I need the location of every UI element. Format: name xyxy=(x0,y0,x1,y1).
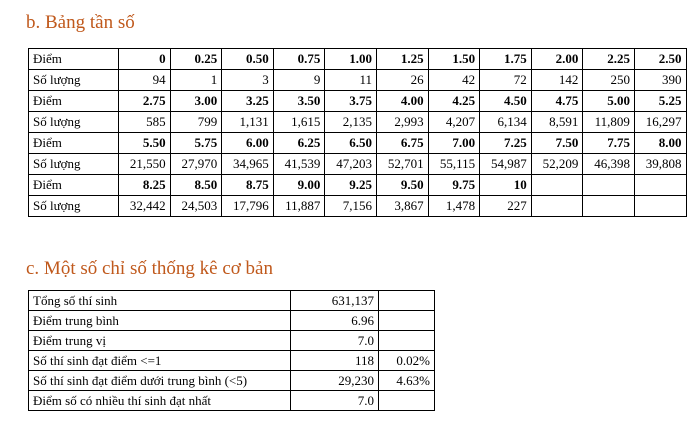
stats-row xyxy=(29,351,435,371)
score-cell: 5.75 xyxy=(170,133,222,154)
stats-row xyxy=(29,291,435,311)
score-cell xyxy=(531,175,583,196)
stats-percent xyxy=(379,311,435,331)
score-cell xyxy=(634,175,686,196)
count-cell: 47,203 xyxy=(325,154,377,175)
score-cell: 5.25 xyxy=(634,91,686,112)
count-cell: 39,808 xyxy=(634,154,686,175)
score-cell: 8.50 xyxy=(170,175,222,196)
count-cell: 1 xyxy=(170,70,222,91)
score-cell: 3.00 xyxy=(170,91,222,112)
score-row xyxy=(29,49,687,70)
count-cell: 390 xyxy=(634,70,686,91)
count-cell: 3,867 xyxy=(376,196,428,217)
stats-label: Số thí sinh đạt điểm dưới trung bình (<5) xyxy=(29,371,291,391)
score-row-label: Điểm xyxy=(29,175,119,196)
score-cell: 5.50 xyxy=(119,133,171,154)
count-cell: 52,209 xyxy=(531,154,583,175)
count-cell: 2,135 xyxy=(325,112,377,133)
score-cell: 3.50 xyxy=(273,91,325,112)
stats-label: Tổng số thí sinh xyxy=(29,291,291,311)
score-cell: 10 xyxy=(480,175,532,196)
count-row xyxy=(29,196,687,217)
count-cell xyxy=(583,196,635,217)
count-cell: 9 xyxy=(273,70,325,91)
stats-value: 29,230 xyxy=(291,371,379,391)
stats-label: Số thí sinh đạt điểm <=1 xyxy=(29,351,291,371)
count-cell: 3 xyxy=(222,70,274,91)
score-cell: 4.00 xyxy=(376,91,428,112)
count-cell: 72 xyxy=(480,70,532,91)
score-cell: 6.75 xyxy=(376,133,428,154)
score-cell: 1.25 xyxy=(376,49,428,70)
score-cell: 2.75 xyxy=(119,91,171,112)
score-row xyxy=(29,175,687,196)
stats-label: Điểm trung vị xyxy=(29,331,291,351)
score-cell: 0.25 xyxy=(170,49,222,70)
count-cell: 11,809 xyxy=(583,112,635,133)
count-cell: 26 xyxy=(376,70,428,91)
score-cell: 0.50 xyxy=(222,49,274,70)
score-cell: 8.25 xyxy=(119,175,171,196)
score-cell: 1.00 xyxy=(325,49,377,70)
score-cell: 6.00 xyxy=(222,133,274,154)
stats-percent xyxy=(379,391,435,411)
count-cell: 52,701 xyxy=(376,154,428,175)
count-row xyxy=(29,112,687,133)
score-cell: 0.75 xyxy=(273,49,325,70)
count-row-label: Số lượng xyxy=(29,196,119,217)
count-cell: 21,550 xyxy=(119,154,171,175)
count-cell: 24,503 xyxy=(170,196,222,217)
stats-value: 631,137 xyxy=(291,291,379,311)
count-cell: 1,615 xyxy=(273,112,325,133)
score-row xyxy=(29,133,687,154)
score-cell: 6.50 xyxy=(325,133,377,154)
count-cell: 6,134 xyxy=(480,112,532,133)
count-cell: 27,970 xyxy=(170,154,222,175)
stats-value: 6.96 xyxy=(291,311,379,331)
count-cell: 42 xyxy=(428,70,480,91)
score-cell: 8.00 xyxy=(634,133,686,154)
score-row-label: Điểm xyxy=(29,49,119,70)
section-b-heading: b. Bảng tần số xyxy=(26,12,135,33)
score-cell: 9.50 xyxy=(376,175,428,196)
stats-percent xyxy=(379,331,435,351)
count-cell: 46,398 xyxy=(583,154,635,175)
score-cell: 3.75 xyxy=(325,91,377,112)
count-cell: 250 xyxy=(583,70,635,91)
count-cell: 34,965 xyxy=(222,154,274,175)
stats-row xyxy=(29,331,435,351)
stats-value: 118 xyxy=(291,351,379,371)
score-row-label: Điểm xyxy=(29,91,119,112)
count-cell: 41,539 xyxy=(273,154,325,175)
score-row xyxy=(29,91,687,112)
stats-row xyxy=(29,371,435,391)
score-cell xyxy=(583,175,635,196)
score-cell: 4.75 xyxy=(531,91,583,112)
stats-percent: 0.02% xyxy=(379,351,435,371)
score-cell: 2.25 xyxy=(583,49,635,70)
score-cell: 4.25 xyxy=(428,91,480,112)
stats-value: 7.0 xyxy=(291,331,379,351)
count-row-label: Số lượng xyxy=(29,112,119,133)
score-cell: 3.25 xyxy=(222,91,274,112)
frequency-table xyxy=(28,48,687,217)
score-cell: 6.25 xyxy=(273,133,325,154)
score-cell: 9.25 xyxy=(325,175,377,196)
count-cell: 4,207 xyxy=(428,112,480,133)
count-cell: 1,478 xyxy=(428,196,480,217)
score-cell: 9.00 xyxy=(273,175,325,196)
stats-label: Điểm số có nhiều thí sinh đạt nhất xyxy=(29,391,291,411)
count-cell: 11 xyxy=(325,70,377,91)
stats-percent: 4.63% xyxy=(379,371,435,391)
stats-percent xyxy=(379,291,435,311)
count-cell: 54,987 xyxy=(480,154,532,175)
score-cell: 0 xyxy=(119,49,171,70)
count-row xyxy=(29,154,687,175)
score-cell: 9.75 xyxy=(428,175,480,196)
count-cell: 16,297 xyxy=(634,112,686,133)
score-cell: 7.75 xyxy=(583,133,635,154)
score-cell: 4.50 xyxy=(480,91,532,112)
count-cell: 32,442 xyxy=(119,196,171,217)
stats-row xyxy=(29,311,435,331)
score-cell: 7.50 xyxy=(531,133,583,154)
score-cell: 1.75 xyxy=(480,49,532,70)
count-cell: 17,796 xyxy=(222,196,274,217)
count-cell: 799 xyxy=(170,112,222,133)
score-cell: 2.00 xyxy=(531,49,583,70)
score-cell: 5.00 xyxy=(583,91,635,112)
section-c-heading: c. Một số chỉ số thống kê cơ bản xyxy=(26,258,273,279)
score-cell: 7.00 xyxy=(428,133,480,154)
score-cell: 7.25 xyxy=(480,133,532,154)
score-cell: 8.75 xyxy=(222,175,274,196)
count-cell: 585 xyxy=(119,112,171,133)
count-cell: 2,993 xyxy=(376,112,428,133)
count-cell xyxy=(531,196,583,217)
score-row-label: Điểm xyxy=(29,133,119,154)
count-row xyxy=(29,70,687,91)
count-cell: 142 xyxy=(531,70,583,91)
count-cell: 227 xyxy=(480,196,532,217)
stats-label: Điểm trung bình xyxy=(29,311,291,331)
count-cell xyxy=(634,196,686,217)
count-row-label: Số lượng xyxy=(29,70,119,91)
count-row-label: Số lượng xyxy=(29,154,119,175)
count-cell: 7,156 xyxy=(325,196,377,217)
score-cell: 1.50 xyxy=(428,49,480,70)
count-cell: 11,887 xyxy=(273,196,325,217)
stats-value: 7.0 xyxy=(291,391,379,411)
stats-row xyxy=(29,391,435,411)
count-cell: 1,131 xyxy=(222,112,274,133)
score-cell: 2.50 xyxy=(634,49,686,70)
count-cell: 94 xyxy=(119,70,171,91)
count-cell: 8,591 xyxy=(531,112,583,133)
statistics-table xyxy=(28,290,435,411)
count-cell: 55,115 xyxy=(428,154,480,175)
